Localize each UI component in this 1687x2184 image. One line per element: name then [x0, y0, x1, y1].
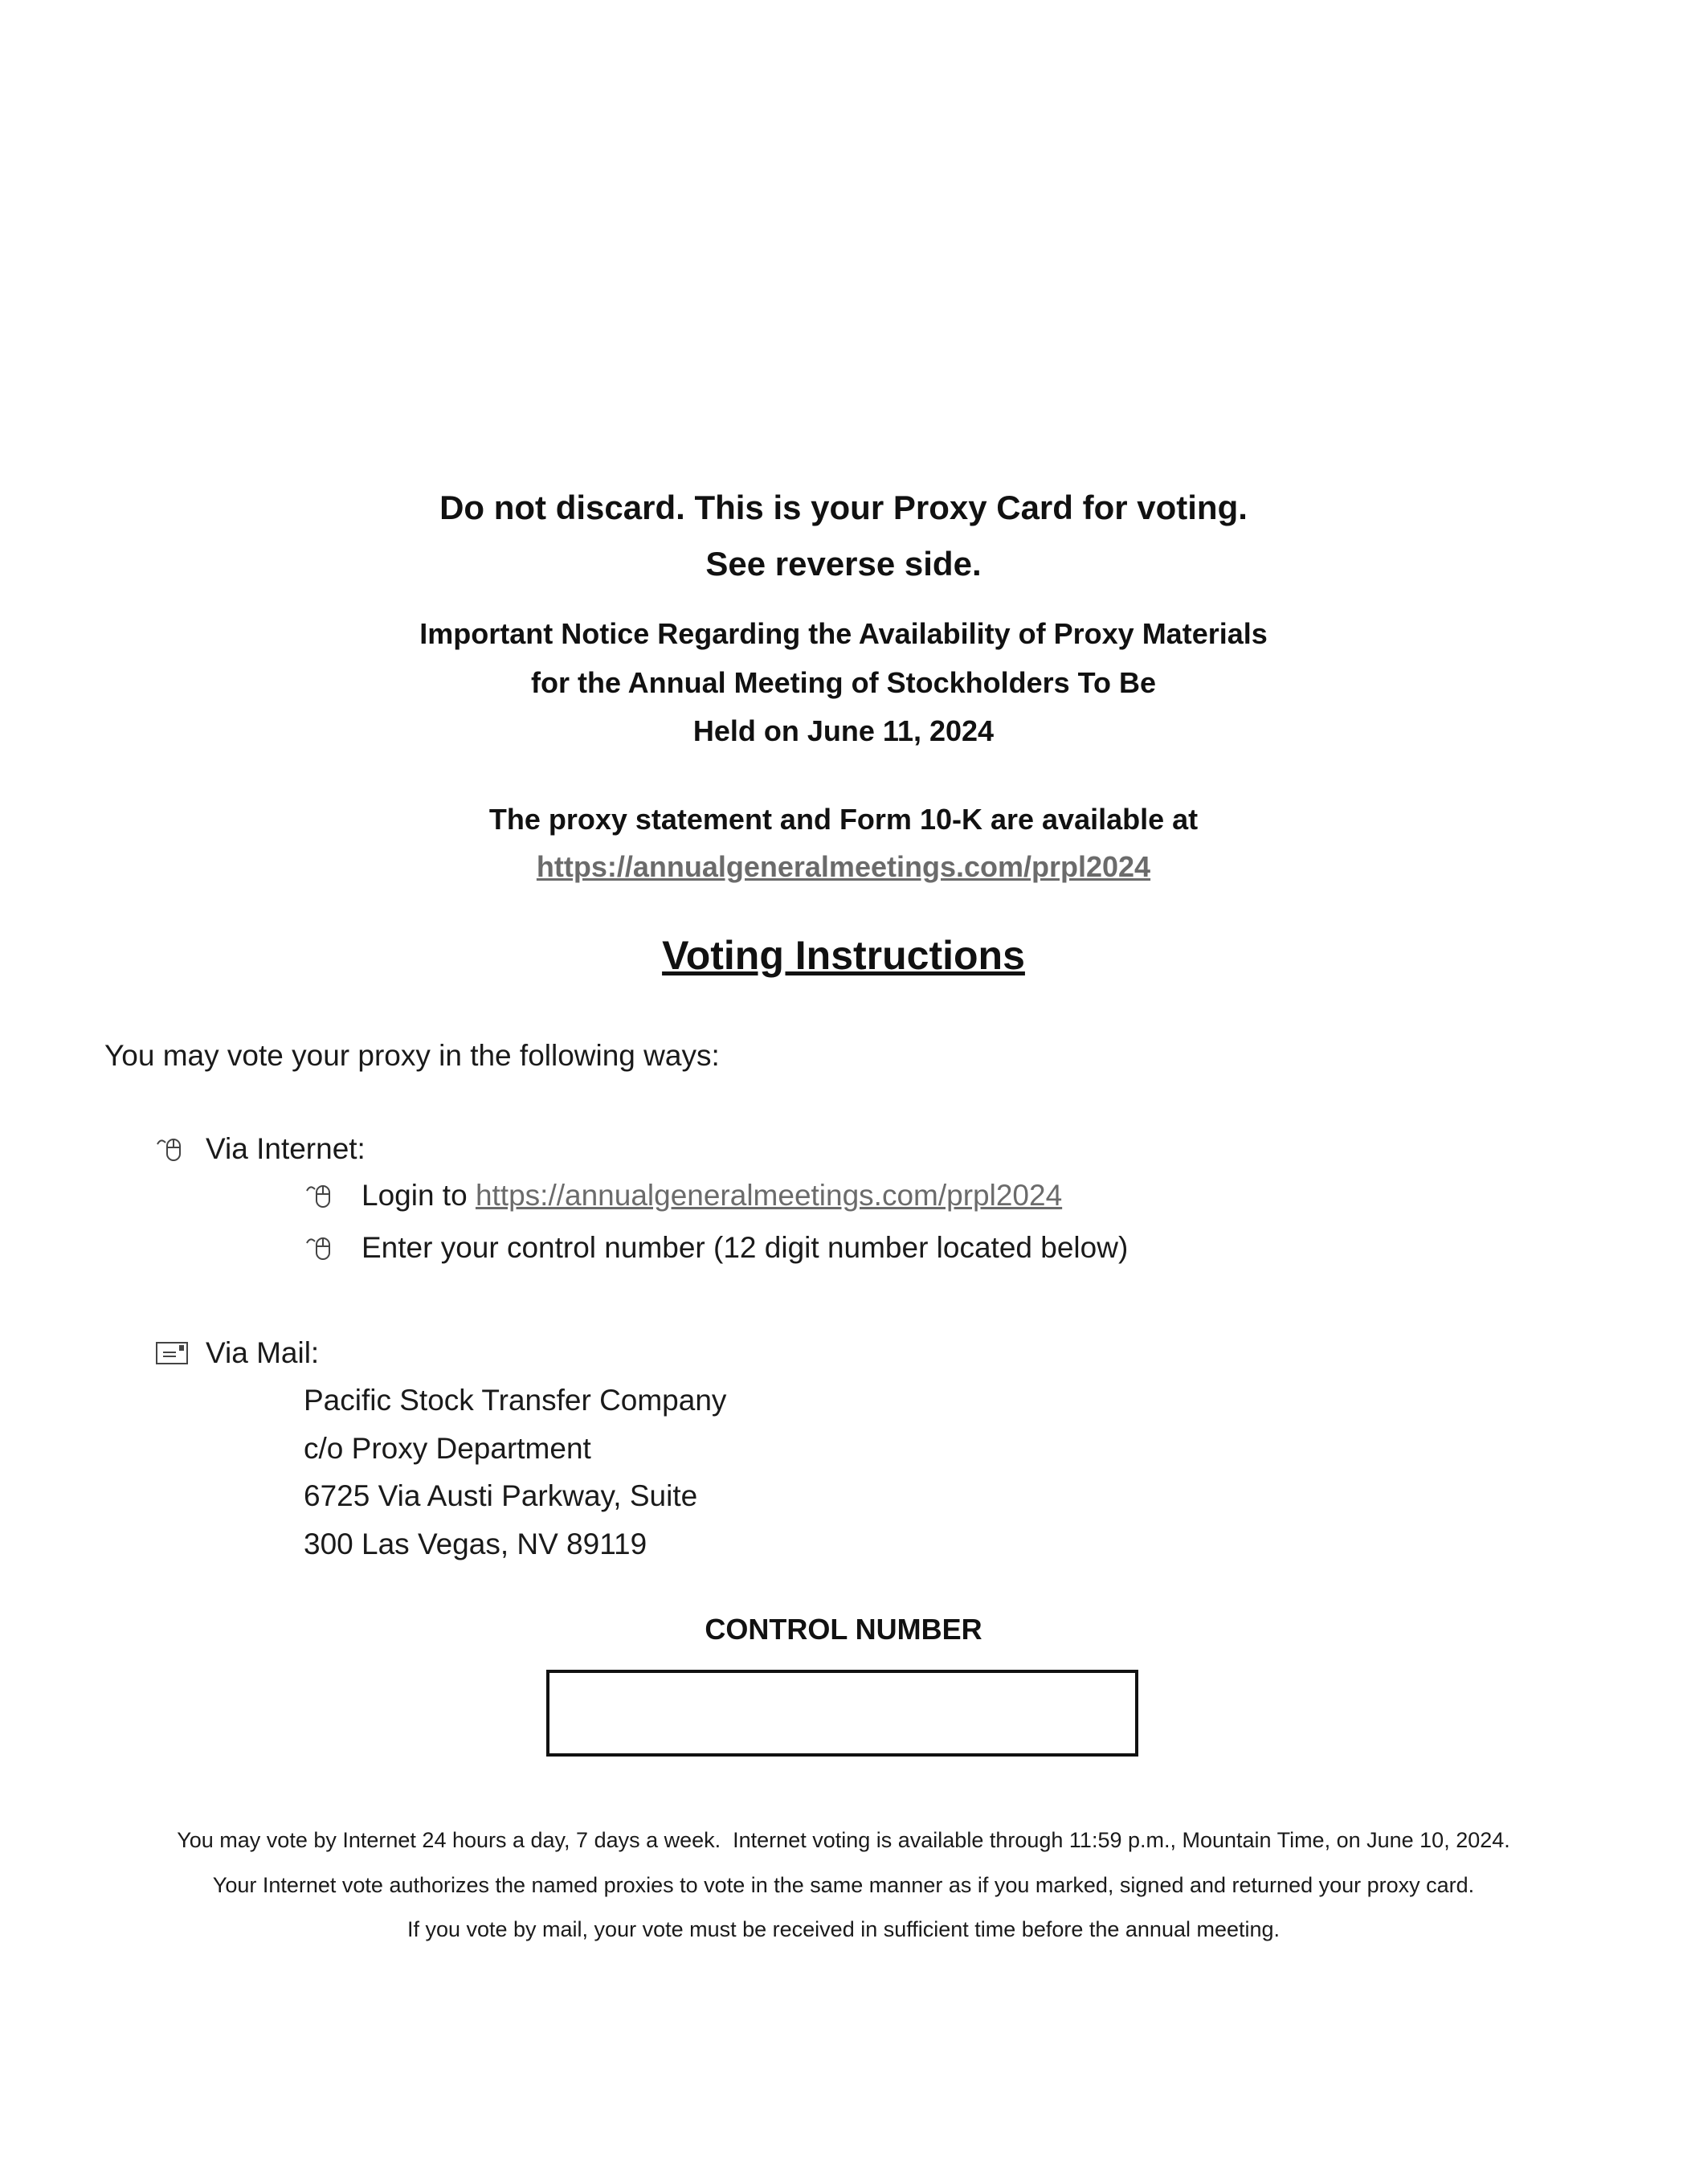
via-mail-item	[154, 1335, 319, 1371]
control-number-label: CONTROL NUMBER	[705, 1613, 982, 1646]
notice-line-2: for the Annual Meeting of Stockholders To Be	[530, 666, 1157, 699]
see-reverse-side-heading: See reverse side.	[705, 545, 982, 583]
availability-text: The proxy statement and Form 10-K are available at	[488, 803, 1199, 836]
voting-instructions-title: Voting Instructions	[662, 933, 1025, 978]
login-instruction	[304, 1178, 1062, 1213]
proxy-materials-link[interactable]: https://annualgeneralmeetings.com/prpl2024	[536, 850, 1151, 883]
envelope-icon	[154, 1335, 190, 1371]
footer-line-3: If you vote by mail, your vote must be received in sufficient time before the annual meeting.	[406, 1917, 1281, 1941]
via-internet-label: Via Internet:	[206, 1132, 366, 1165]
mouse-icon	[304, 1230, 339, 1266]
footer-line-2: Your Internet vote authorizes the named proxies to vote in the same manner as if you marked, signed and returned your proxy card.	[212, 1873, 1475, 1897]
via-mail-label: Via Mail:	[206, 1336, 320, 1369]
control-number-box	[546, 1670, 1138, 1757]
control-number-instruction-text: Enter your control number (12 digit number located below)	[362, 1231, 1129, 1264]
mouse-icon	[304, 1178, 339, 1213]
login-link[interactable]: https://annualgeneralmeetings.com/prpl2024	[475, 1179, 1063, 1212]
via-internet-item	[154, 1131, 366, 1167]
mail-address-line-3: 6725 Via Austi Parkway, Suite	[304, 1479, 698, 1512]
mail-address-line-2: c/o Proxy Department	[304, 1432, 591, 1465]
mouse-icon	[154, 1131, 190, 1167]
voting-ways-intro: You may vote your proxy in the following ways:	[104, 1039, 720, 1072]
proxy-card-heading: Do not discard. This is your Proxy Card for voting.	[439, 489, 1248, 526]
control-number-instruction	[304, 1230, 1128, 1266]
mail-address-line-1: Pacific Stock Transfer Company	[304, 1384, 727, 1417]
login-prefix: Login to	[362, 1179, 476, 1212]
mail-address-line-4: 300 Las Vegas, NV 89119	[304, 1528, 647, 1560]
notice-line-3: Held on June 11, 2024	[692, 714, 995, 747]
footer-line-1: You may vote by Internet 24 hours a day, 7 days a week. Internet voting is available through 11:59 p.m., Mountain Time, on June 10, 2024.	[177, 1828, 1510, 1852]
notice-line-1: Important Notice Regarding the Availability of Proxy Materials	[419, 617, 1268, 650]
